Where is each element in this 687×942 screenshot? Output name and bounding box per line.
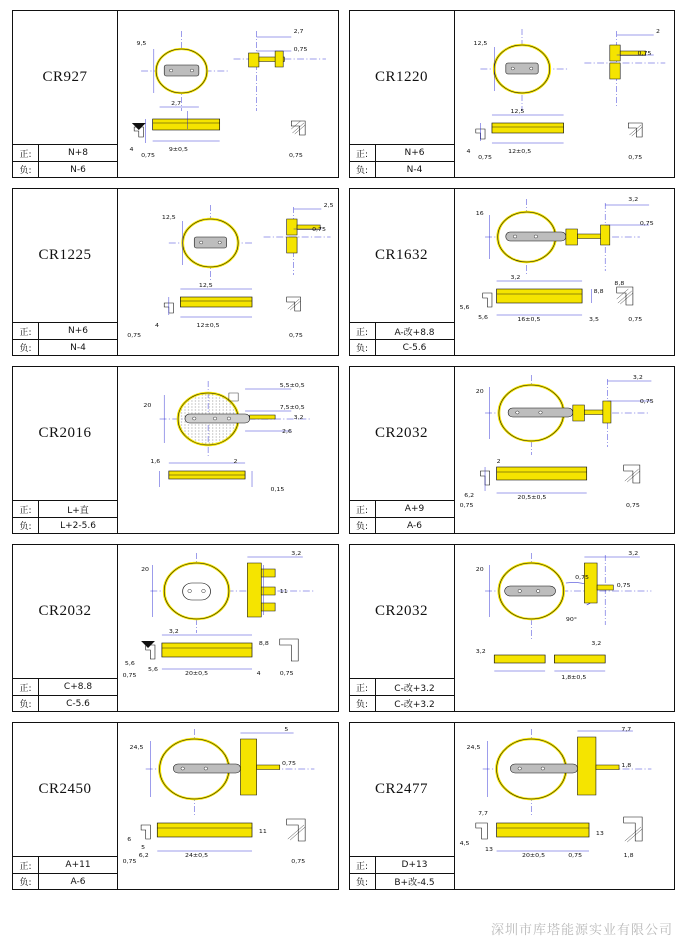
svg-text:2,7: 2,7 [293, 29, 304, 35]
info-row [13, 857, 117, 873]
info-row [350, 517, 454, 533]
svg-text:1,8±0,5: 1,8±0,5 [560, 675, 586, 681]
battery-model-title: CR2032 [38, 603, 92, 619]
info-label-positive: 正: [350, 857, 376, 873]
svg-text:3,2: 3,2 [632, 375, 643, 381]
svg-text:12,5: 12,5 [472, 41, 487, 47]
svg-text:11: 11 [279, 589, 288, 595]
svg-text:0,75: 0,75 [127, 333, 142, 339]
svg-text:0,75: 0,75 [122, 673, 137, 679]
battery-cell-cr1225 [12, 188, 339, 356]
info-row [350, 501, 454, 517]
info-row [13, 161, 117, 177]
svg-text:5,6: 5,6 [124, 661, 135, 667]
info-rows [350, 322, 454, 355]
info-label-negative: 负: [350, 696, 376, 711]
svg-text:20: 20 [143, 403, 152, 409]
svg-text:24,5: 24,5 [466, 745, 480, 751]
info-label-positive: 正: [13, 145, 39, 161]
info-value-positive: N+6 [68, 326, 88, 336]
svg-text:2,5: 2,5 [323, 203, 334, 209]
svg-text:20±0,5: 20±0,5 [521, 853, 545, 859]
info-row [13, 145, 117, 161]
svg-text:12,5: 12,5 [198, 283, 213, 289]
svg-text:7,7: 7,7 [620, 727, 631, 733]
svg-text:0,75: 0,75 [574, 575, 589, 581]
info-label-positive: 正: [350, 679, 376, 695]
info-value-positive: A+11 [65, 860, 91, 870]
battery-model-title: CR927 [42, 69, 88, 85]
technical-drawing [455, 189, 675, 355]
svg-text:0,75: 0,75 [288, 153, 303, 159]
svg-text:0,75: 0,75 [291, 859, 306, 865]
battery-cell-cr927 [12, 10, 339, 178]
info-block [350, 189, 455, 355]
info-value-negative: B+改-4.5 [394, 878, 435, 888]
svg-text:20: 20 [475, 389, 484, 395]
svg-text:5,6: 5,6 [148, 667, 158, 673]
svg-text:4: 4 [129, 147, 134, 153]
svg-text:11: 11 [258, 829, 267, 835]
info-rows [350, 500, 454, 533]
info-value-positive: C+8.8 [63, 682, 93, 692]
info-label-positive: 正: [13, 857, 39, 873]
info-label-negative: 负: [13, 340, 39, 355]
info-label-negative: 负: [350, 340, 376, 355]
svg-text:13: 13 [595, 831, 604, 837]
svg-text:0,75: 0,75 [279, 671, 294, 677]
info-block [13, 189, 118, 355]
info-rows [13, 678, 117, 711]
svg-text:3,2: 3,2 [168, 629, 179, 635]
info-row [350, 695, 454, 711]
info-label-negative: 负: [13, 874, 39, 889]
svg-text:1,8: 1,8 [620, 763, 631, 769]
svg-text:0,75: 0,75 [627, 317, 642, 323]
svg-text:6,2: 6,2 [463, 493, 474, 499]
technical-drawing [455, 11, 675, 177]
svg-text:8,8: 8,8 [593, 289, 604, 295]
info-value-positive: N+6 [404, 148, 425, 158]
info-value-negative: N-4 [70, 342, 86, 353]
technical-drawing [118, 723, 338, 889]
info-value-negative: C-改+3.2 [394, 700, 435, 710]
watermark-text: 深圳市库塔能源实业有限公司 [490, 923, 673, 938]
technical-drawing [118, 545, 338, 711]
info-rows [350, 678, 454, 711]
info-value-negative: A-6 [70, 876, 86, 887]
svg-text:0,75: 0,75 [627, 155, 642, 161]
svg-text:24,5: 24,5 [129, 745, 144, 751]
info-label-negative: 负: [350, 518, 376, 533]
svg-text:0,75: 0,75 [293, 47, 308, 53]
battery-model-title: CR1225 [38, 247, 92, 263]
svg-text:0,75: 0,75 [122, 859, 137, 865]
svg-text:0,75: 0,75 [639, 399, 654, 405]
svg-text:5,5±0,5: 5,5±0,5 [279, 383, 305, 389]
info-row [13, 517, 117, 533]
svg-text:0,75: 0,75 [567, 853, 582, 859]
info-row [350, 323, 454, 339]
technical-drawing [455, 723, 675, 889]
info-value-positive: A+9 [404, 504, 425, 514]
svg-text:1,8: 1,8 [623, 853, 634, 859]
svg-text:0,75: 0,75 [616, 583, 631, 589]
svg-text:2,6: 2,6 [282, 429, 292, 435]
info-label-positive: 正: [13, 323, 39, 339]
battery-model-title: CR2016 [38, 425, 92, 441]
svg-text:7,7: 7,7 [477, 811, 488, 817]
battery-cell-cr2450 [12, 722, 339, 890]
svg-text:5,6: 5,6 [459, 305, 470, 311]
svg-text:3,2: 3,2 [291, 551, 302, 557]
battery-cell-cr1632 [349, 188, 676, 356]
svg-text:0,75: 0,75 [459, 503, 474, 509]
battery-cell-cr2477 [349, 722, 676, 890]
svg-text:0,15: 0,15 [270, 487, 285, 493]
svg-text:3,5: 3,5 [588, 317, 599, 323]
svg-text:5: 5 [284, 727, 289, 733]
info-label-negative: 负: [13, 518, 39, 533]
info-value-negative: C-5.6 [66, 698, 90, 709]
info-row [350, 145, 454, 161]
svg-text:12,5: 12,5 [509, 109, 524, 115]
svg-text:20,5±0,5: 20,5±0,5 [516, 495, 546, 501]
info-row [350, 679, 454, 695]
info-row [13, 695, 117, 711]
battery-model-title: CR2450 [38, 781, 92, 797]
info-row [350, 161, 454, 177]
svg-text:24±0,5: 24±0,5 [185, 853, 209, 859]
svg-text:3,2: 3,2 [475, 649, 486, 655]
info-value-positive: A-改+8.8 [394, 327, 435, 338]
info-row [13, 873, 117, 889]
svg-text:4,5: 4,5 [459, 841, 470, 847]
svg-text:12,5: 12,5 [161, 215, 176, 221]
info-rows [13, 856, 117, 889]
info-label-negative: 负: [13, 696, 39, 711]
svg-text:5: 5 [141, 845, 146, 851]
battery-cell-cr1220 [349, 10, 676, 178]
svg-text:13: 13 [484, 847, 493, 853]
info-block [13, 545, 118, 711]
info-rows [13, 144, 117, 177]
battery-model-title: CR1220 [374, 69, 428, 85]
info-rows [350, 856, 454, 889]
svg-text:8,8: 8,8 [613, 281, 624, 287]
svg-text:3,2: 3,2 [293, 415, 304, 421]
svg-text:90°: 90° [565, 617, 577, 623]
svg-text:7,5±0,5: 7,5±0,5 [279, 405, 305, 411]
info-row [13, 501, 117, 517]
svg-text:0,75: 0,75 [639, 221, 654, 227]
svg-text:0,75: 0,75 [288, 333, 303, 339]
info-rows [13, 322, 117, 355]
info-block [13, 723, 118, 889]
info-value-positive: L+直 [67, 505, 89, 516]
svg-text:9±0,5: 9±0,5 [168, 147, 188, 153]
svg-text:16: 16 [475, 211, 484, 217]
svg-text:0,75: 0,75 [637, 51, 651, 57]
svg-text:16±0,5: 16±0,5 [516, 317, 540, 323]
svg-text:2: 2 [655, 29, 660, 35]
info-rows [13, 500, 117, 533]
battery-model-title: CR2477 [374, 781, 428, 797]
svg-text:6: 6 [127, 837, 132, 843]
svg-text:0,75: 0,75 [141, 153, 155, 159]
svg-text:3,2: 3,2 [590, 641, 601, 647]
info-label-negative: 负: [350, 874, 376, 889]
battery-cell-cr2032-c88 [12, 544, 339, 712]
svg-text:8,8: 8,8 [258, 641, 269, 647]
info-value-positive: N+8 [68, 148, 88, 158]
svg-text:2: 2 [496, 459, 501, 465]
svg-text:20±0,5: 20±0,5 [185, 671, 209, 677]
svg-text:3,2: 3,2 [627, 197, 638, 203]
info-value-negative: N-4 [406, 164, 423, 175]
svg-text:3,2: 3,2 [627, 551, 638, 557]
info-value-positive: D+13 [401, 860, 428, 870]
info-value-negative: L+2-5.6 [60, 520, 96, 531]
svg-text:4: 4 [154, 323, 159, 329]
battery-cell-cr2032-a9 [349, 366, 676, 534]
info-value-negative: A-6 [407, 520, 422, 531]
svg-text:2,7: 2,7 [171, 101, 182, 107]
svg-text:1,6: 1,6 [150, 459, 161, 465]
svg-text:4: 4 [256, 671, 261, 677]
info-block [13, 367, 118, 533]
svg-text:12±0,5: 12±0,5 [196, 323, 220, 329]
info-row [350, 339, 454, 355]
technical-drawing [118, 367, 338, 533]
info-row [350, 873, 454, 889]
svg-text:20: 20 [141, 567, 150, 573]
info-row [13, 323, 117, 339]
svg-text:4: 4 [466, 149, 471, 155]
technical-drawing [455, 367, 675, 533]
info-label-positive: 正: [13, 679, 39, 695]
svg-text:6,2: 6,2 [138, 853, 149, 859]
svg-text:0,75: 0,75 [477, 155, 492, 161]
info-label-negative: 负: [350, 162, 376, 177]
info-rows [350, 144, 454, 177]
info-label-positive: 正: [13, 501, 39, 517]
info-row [350, 857, 454, 873]
battery-model-title: CR1632 [374, 247, 428, 263]
info-block [350, 367, 455, 533]
battery-cell-cr2016 [12, 366, 339, 534]
svg-text:0,75: 0,75 [282, 761, 296, 767]
technical-drawing [118, 11, 338, 177]
info-block [350, 723, 455, 889]
svg-text:2: 2 [233, 459, 238, 465]
technical-drawing [455, 545, 675, 711]
info-row [13, 339, 117, 355]
info-block [13, 11, 118, 177]
technical-drawing [118, 189, 338, 355]
info-row [13, 679, 117, 695]
info-block [350, 11, 455, 177]
svg-text:5,6: 5,6 [477, 315, 488, 321]
info-label-negative: 负: [13, 162, 39, 177]
svg-text:0,75: 0,75 [625, 503, 640, 509]
info-value-positive: C-改+3.2 [394, 683, 435, 694]
info-label-positive: 正: [350, 501, 376, 517]
svg-text:3,2: 3,2 [509, 275, 520, 281]
info-label-positive: 正: [350, 145, 376, 161]
info-block [350, 545, 455, 711]
info-label-positive: 正: [350, 323, 376, 339]
svg-text:20: 20 [475, 567, 484, 573]
battery-model-title: CR2032 [374, 603, 428, 619]
battery-drawing-grid [12, 10, 675, 890]
battery-cell-cr2032-c32 [349, 544, 676, 712]
svg-text:12±0,5: 12±0,5 [507, 149, 531, 155]
svg-text:9,5: 9,5 [136, 41, 147, 47]
battery-model-title: CR2032 [374, 425, 428, 441]
svg-text:0,75: 0,75 [312, 227, 326, 233]
info-value-negative: C-5.6 [402, 342, 427, 353]
info-value-negative: N-6 [70, 164, 86, 175]
